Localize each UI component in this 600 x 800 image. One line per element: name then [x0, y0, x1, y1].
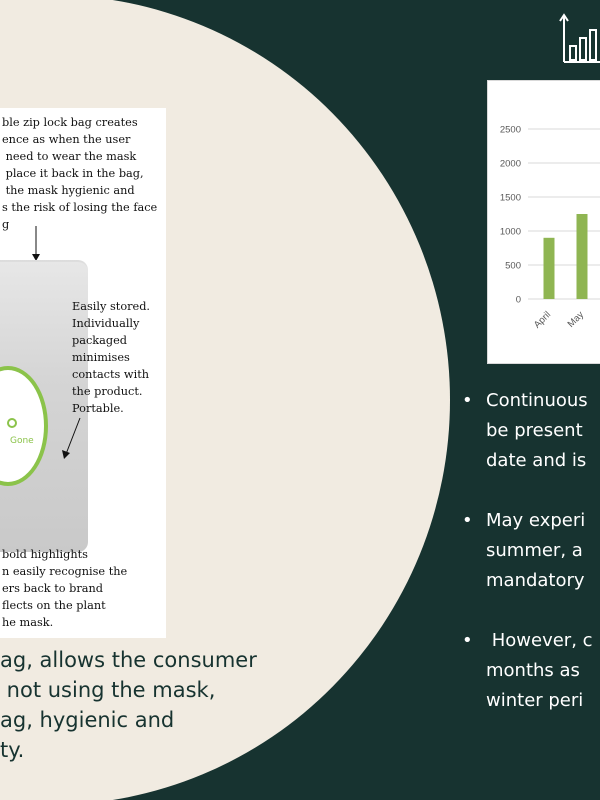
bullet-text: May experi summer, a mandatory [486, 510, 586, 591]
bullet-text: Continuous be present date and is [486, 390, 588, 471]
bullet-dot: • [462, 510, 473, 531]
bar-chart [488, 81, 600, 364]
x-tick-label: May [565, 309, 587, 330]
arrow-diagonal-icon [60, 416, 84, 460]
y-tick-label: 0 [515, 294, 521, 306]
product-document [0, 108, 166, 638]
arrow-down-icon [28, 226, 44, 262]
y-tick-label: 2000 [499, 158, 521, 170]
y-tick-label: 1000 [499, 226, 521, 238]
bullet-text: However, c months as winter peri [486, 630, 593, 711]
annotation-brand: bold highlights n easily recognise the ers back to brand flects on the plant he mask. [2, 548, 128, 629]
bar-may [577, 214, 588, 299]
annotation-storage: Easily stored. Individually packaged minimises contacts with the product. Portable. [72, 300, 151, 415]
annotation-zip-lock: ble zip lock bag creates ence as when the user need to wear the mask place it back in the bag, the mask hygienic and s the risk of losing the face g [2, 116, 158, 231]
y-tick-label: 2500 [499, 124, 521, 136]
chart-panel [487, 80, 600, 364]
logo-text: Gone [10, 436, 34, 446]
y-tick-label: 500 [505, 260, 521, 272]
caption-text: ag, allows the consumer not using the mask, ag, hygienic and ty. [0, 648, 257, 762]
bar-april [544, 238, 555, 299]
leaf-icon [7, 418, 17, 428]
bullet-dot: • [462, 630, 473, 651]
x-tick-label: April [531, 309, 554, 331]
bar-chart-icon [558, 12, 600, 66]
y-tick-label: 1500 [499, 192, 521, 204]
bullet-dot: • [462, 390, 473, 411]
